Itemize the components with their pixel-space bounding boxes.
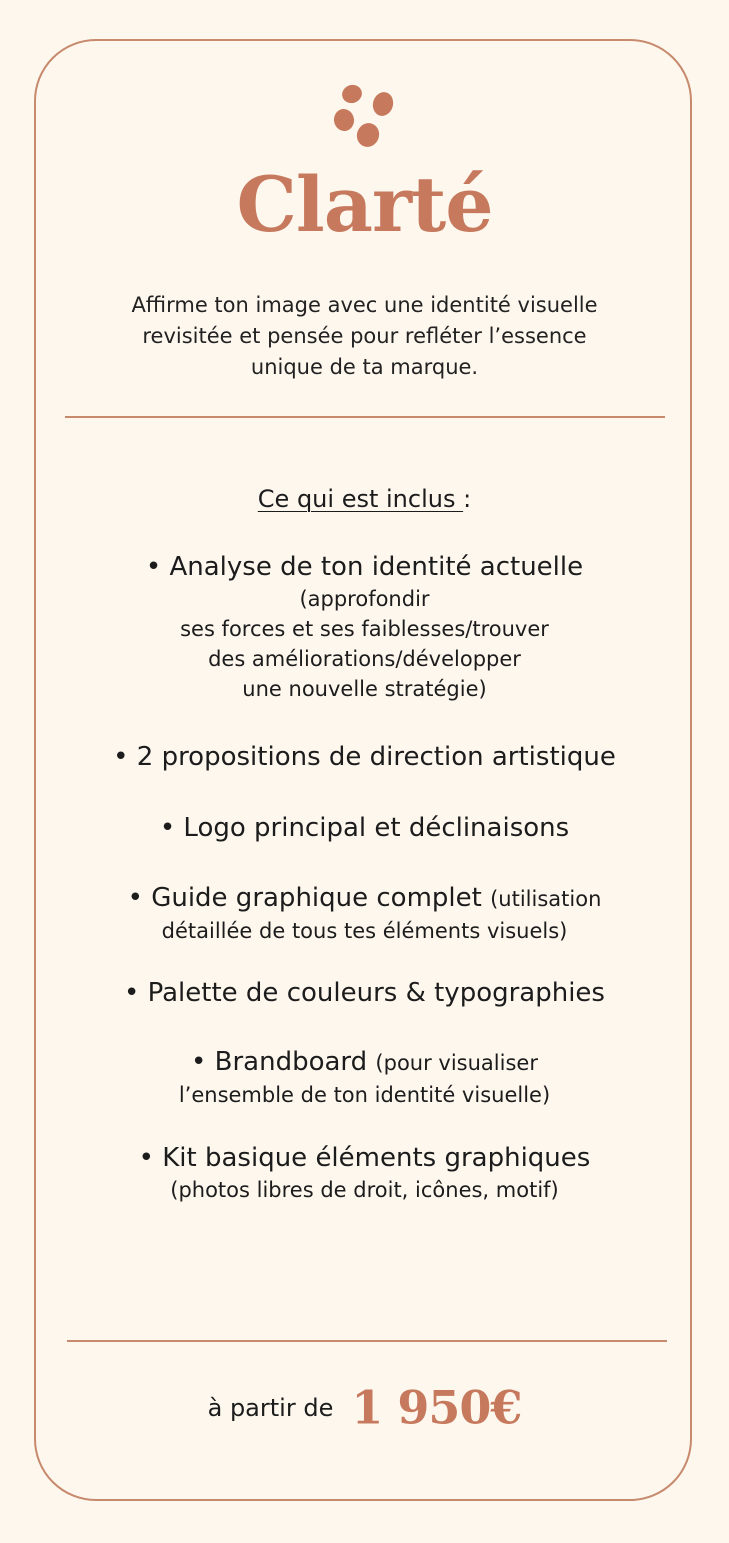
feature-item-art-direction — [60, 740, 669, 774]
dots-cluster-icon — [331, 82, 397, 152]
included-heading — [0, 482, 729, 516]
feature-item-detail: détaillée de tous tes éléments visuels) — [161, 919, 568, 943]
offer-tagline: Affirme ton image avec une identité visuelle revisitée et pensée pour refléter l’essence unique de ta marque. — [131, 293, 598, 379]
feature-item-main: • Logo principal et déclinaisons — [159, 813, 570, 843]
feature-item-main: • Guide graphique complet — [127, 883, 482, 913]
price-value: 1 950€ — [351, 1380, 522, 1435]
price-prefix: à partir de — [207, 1393, 334, 1422]
feature-item-inline-detail: (pour visualiser — [375, 1051, 538, 1075]
feature-item-analysis — [60, 550, 669, 704]
feature-item-detail: l’ensemble de ton identité visuelle) — [178, 1083, 551, 1107]
offer-title: Clarté — [236, 160, 493, 249]
included-heading-label: Ce qui est inclus — [257, 485, 464, 513]
feature-item-main: • 2 propositions de direction artistique — [113, 742, 616, 772]
feature-item-detail: (approfondir ses forces et ses faiblesses/trouver des améliorations/développer une nouvelle stratégie) — [180, 587, 549, 701]
included-heading-colon: : — [463, 485, 472, 513]
feature-item-style-guide — [60, 881, 669, 946]
feature-item-main: • Brandboard — [191, 1047, 368, 1077]
bottom-divider — [67, 1340, 667, 1342]
feature-item-main: • Kit basique éléments graphiques — [138, 1143, 591, 1173]
feature-item-main: • Analyse de ton identité actuelle — [145, 552, 584, 582]
top-divider — [65, 416, 665, 418]
feature-item-palette — [60, 976, 669, 1010]
price-row — [0, 1372, 729, 1442]
feature-item-brandboard — [60, 1045, 669, 1110]
feature-item-logo — [60, 811, 669, 845]
feature-item-main: • Palette de couleurs & typographies — [124, 978, 605, 1008]
feature-item-detail: (photos libres de droit, icônes, motif) — [170, 1178, 559, 1202]
feature-item-inline-detail: (utilisation — [490, 887, 602, 911]
feature-item-graphic-kit — [60, 1141, 669, 1205]
